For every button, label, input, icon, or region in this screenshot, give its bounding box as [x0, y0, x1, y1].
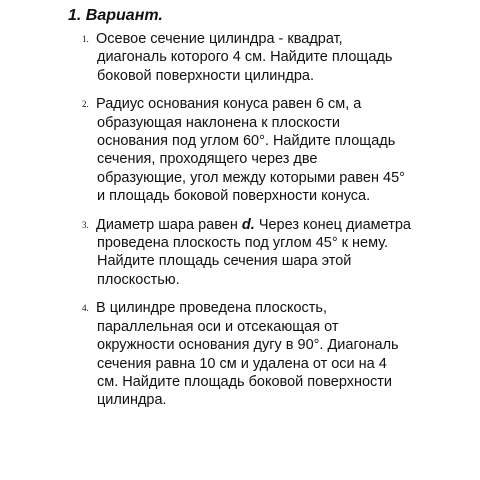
text-line	[96, 216, 462, 234]
text-line: проведена плоскость под углом 45° к нему.	[97, 235, 389, 252]
text-line: В цилиндре проведена плоскость,	[96, 300, 328, 317]
problem-text	[96, 216, 462, 290]
problem-3	[82, 216, 462, 290]
text-line: см. Найдите площадь боковой поверхности	[97, 373, 393, 390]
text-line: Осевое сечение цилиндра - квадрат,	[96, 31, 343, 47]
text-line: боковой поверхности цилиндра.	[97, 67, 315, 84]
problem-4	[82, 299, 462, 409]
problem-text	[96, 30, 462, 85]
text-segment: Диаметр шара равен	[96, 216, 242, 233]
text-line: образующие, угол между которыми равен 45°	[97, 169, 405, 186]
text-line: плоскостью.	[97, 271, 180, 288]
text-line: параллельная оси и отсекающая от	[97, 318, 339, 335]
text-line: основания под углом 60°. Найдите площадь	[97, 133, 396, 150]
text-segment: Через конец диаметра	[254, 216, 411, 233]
problem-1	[82, 30, 462, 85]
text-line: сечения, проходящего через две	[97, 151, 318, 168]
text-line: цилиндра.	[97, 392, 167, 409]
text-line: образующая наклонена к плоскости	[97, 114, 340, 131]
problem-list	[82, 30, 462, 420]
problem-number: 3.	[82, 219, 89, 230]
page-title: 1. Вариант.	[68, 7, 163, 24]
text-line: сечения равна 10 см и удалена от оси на 4	[97, 355, 387, 372]
problem-text	[96, 95, 462, 205]
text-line: и площадь боковой поверхности конуса.	[97, 188, 371, 205]
text-line: Радиус основания конуса равен 6 см, а	[96, 96, 362, 113]
problem-2	[82, 95, 462, 205]
text-line: диагональ которого 4 см. Найдите площадь	[97, 49, 393, 66]
text-line: Найдите площадь сечения шара этой	[97, 253, 352, 270]
variable-d: d.	[241, 216, 255, 233]
problem-number: 2.	[82, 99, 89, 110]
text-line: окружности основания дугу в 90°. Диагональ	[97, 337, 399, 354]
problem-number: 4.	[82, 303, 89, 314]
problem-text	[96, 299, 462, 409]
problem-number: 1.	[82, 34, 89, 44]
